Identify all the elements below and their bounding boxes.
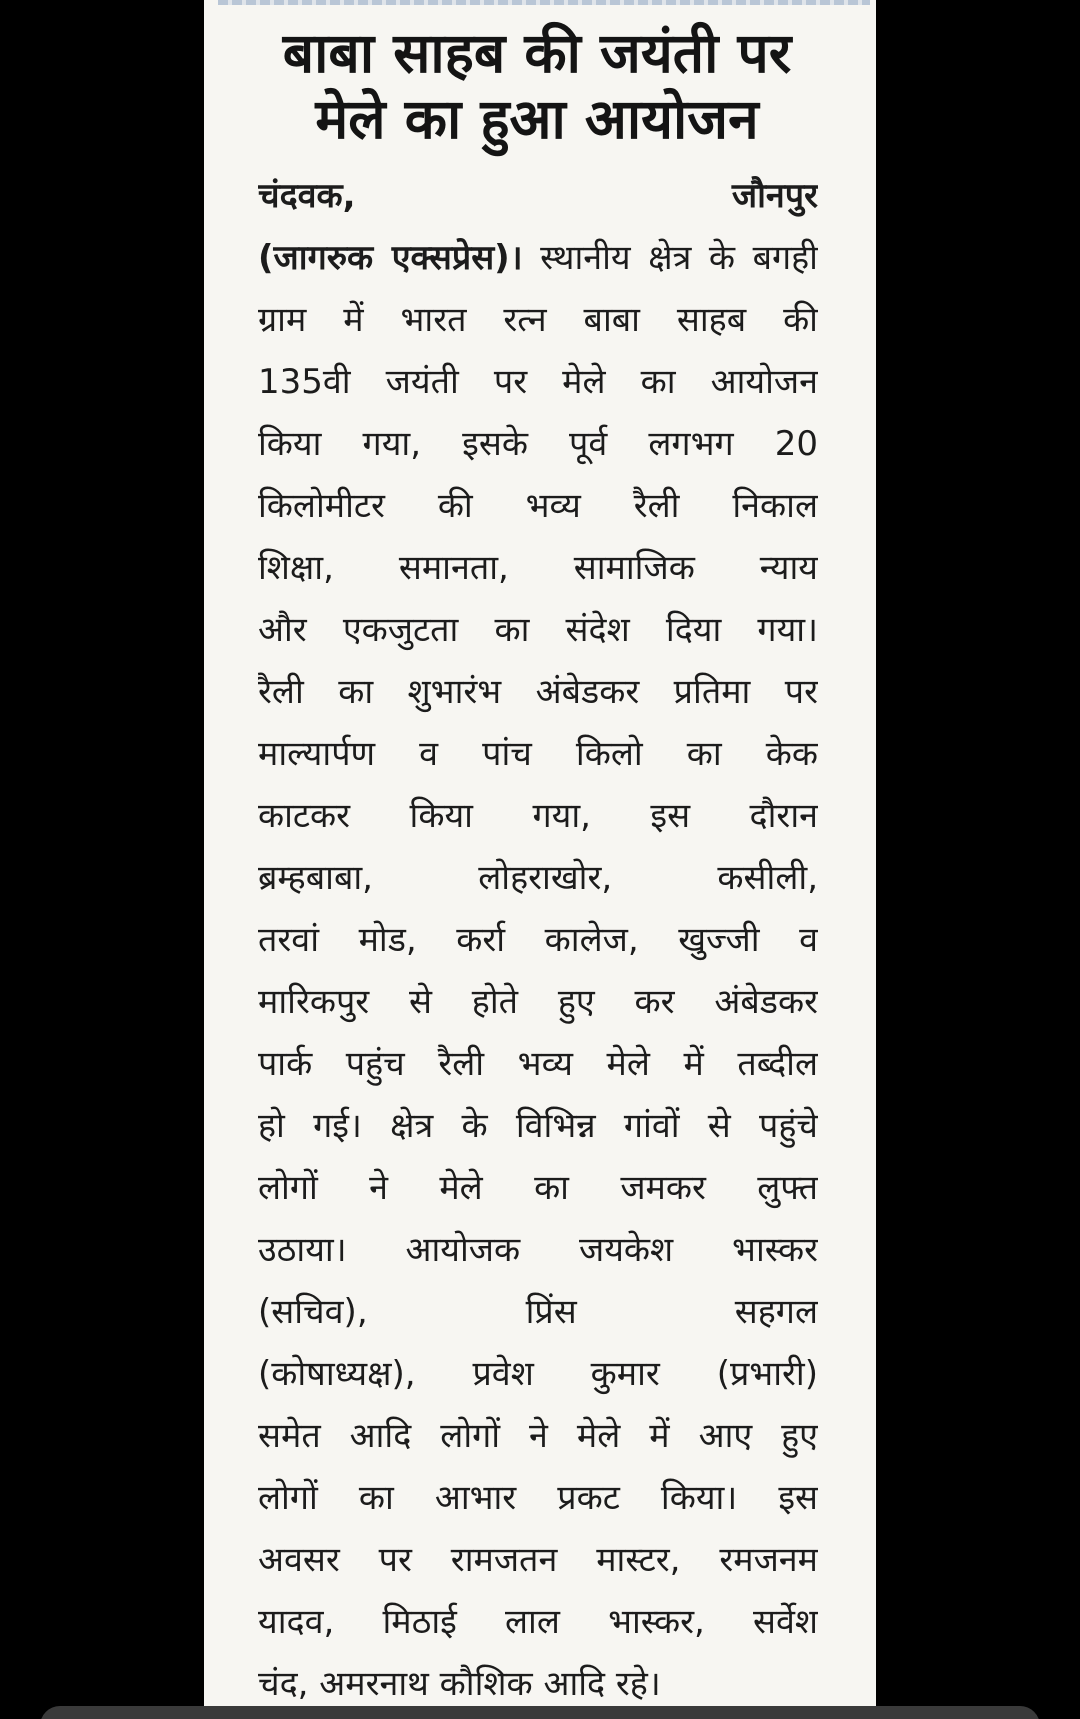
body-line: (कोषाध्यक्ष), प्रवेश कुमार (प्रभारी) (258, 1354, 818, 1394)
dateline-source: (जागरुक एक्सप्रेस)। (258, 238, 523, 278)
body-line: माल्यार्पण व पांच किलो का केक (258, 734, 818, 774)
body-line: शिक्षा, समानता, सामाजिक न्याय (258, 548, 818, 588)
body-line: स्थानीय क्षेत्र के बगही (540, 238, 818, 278)
body-line: ग्राम में भारत रत्न बाबा साहब की (258, 300, 818, 340)
body-line: 135वी जयंती पर मेले का आयोजन (258, 362, 818, 402)
body-line: तरवां मोड, कर्रा कालेज, खुज्जी व (258, 920, 818, 960)
body-line: रैली का शुभारंभ अंबेडकर प्रतिमा पर (258, 672, 818, 712)
newspaper-clipping (204, 0, 876, 1712)
top-divider (218, 0, 870, 5)
body-line: (सचिव), प्रिंस सहगल (258, 1292, 818, 1332)
body-line: मारिकपुर से होते हुए कर अंबेडकर (258, 982, 818, 1022)
body-line: अवसर पर रामजतन मास्टर, रमजनम (258, 1540, 818, 1580)
body-line: काटकर किया गया, इस दौरान (258, 796, 818, 836)
body-line: यादव, मिठाई लाल भास्कर, सर्वेश (258, 1602, 818, 1642)
dateline-first-line (258, 227, 818, 289)
body-line: किया गया, इसके पूर्व लगभग 20 (258, 424, 818, 464)
headline (226, 20, 848, 152)
screen-bottom-bar (40, 1706, 1040, 1719)
body-line: हो गई। क्षेत्र के विभिन्न गांवों से पहुंचे (258, 1106, 818, 1146)
body-line: और एकजुटता का संदेश दिया गया। (258, 610, 818, 650)
body-line: पार्क पहुंच रैली भव्य मेले में तब्दील (258, 1044, 818, 1084)
body-line: ब्रम्हबाबा, लोहराखोर, कसीली, (258, 858, 818, 898)
body-line: समेत आदि लोगों ने मेले में आए हुए (258, 1416, 818, 1456)
body-line: किलोमीटर की भव्य रैली निकाल (258, 486, 818, 526)
dateline-place: चंदवक, जौनपुर (258, 176, 818, 216)
headline-line-2: मेले का हुआ आयोजन (315, 86, 759, 151)
article-body (258, 165, 818, 1712)
headline-line-1: बाबा साहब की जयंती पर (282, 20, 792, 85)
body-line: उठाया। आयोजक जयकेश भास्कर (258, 1230, 818, 1270)
body-line: लोगों ने मेले का जमकर लुफ्त (258, 1168, 818, 1208)
body-line: चंद, अमरनाथ कौशिक आदि रहे। (258, 1664, 661, 1704)
body-line: लोगों का आभार प्रकट किया। इस (258, 1478, 818, 1518)
